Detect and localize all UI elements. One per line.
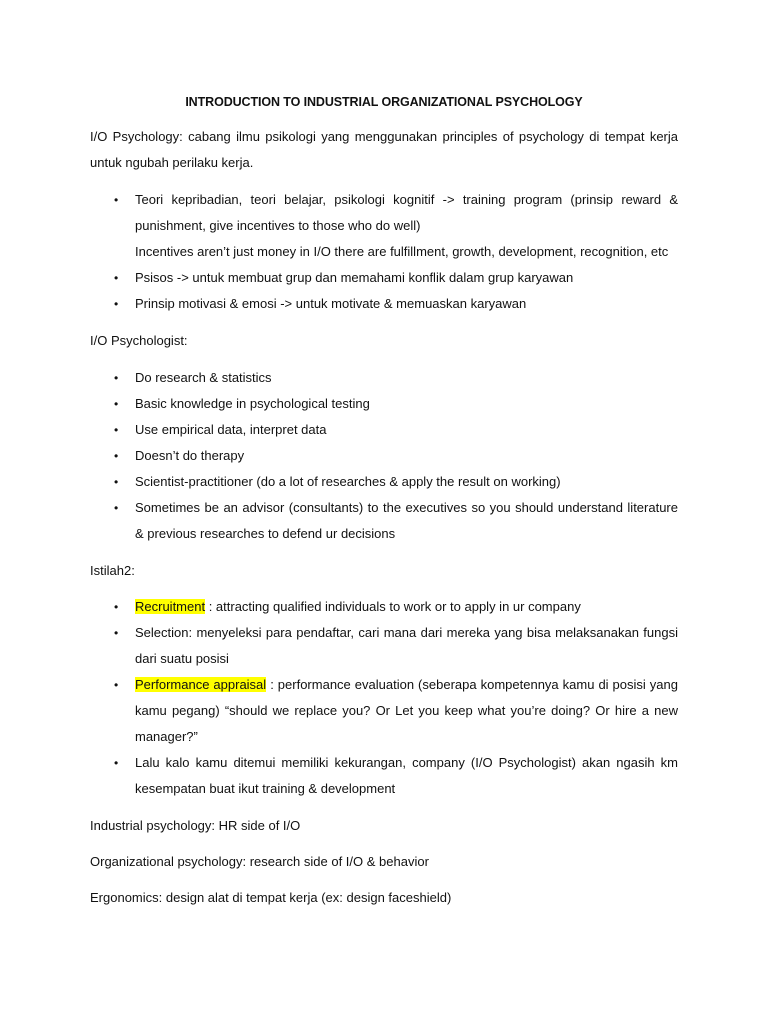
bullet-icon: •: [114, 626, 119, 640]
list-item: [90, 469, 678, 495]
bullet-icon: •: [114, 600, 119, 614]
bullet-icon: •: [114, 423, 119, 437]
list-item: [90, 391, 678, 417]
list-teori: [90, 187, 678, 317]
list-item-text: Scientist-practitioner (do a lot of researches & apply the result on working): [135, 474, 561, 489]
list-item: [90, 672, 678, 750]
ergonomics-paragraph: Ergonomics: design alat di tempat kerja (ex: design faceshield): [90, 890, 452, 905]
bullet-icon: •: [114, 271, 119, 285]
list-item: [90, 187, 678, 265]
highlighted-term: Recruitment: [135, 599, 206, 614]
list-item: [90, 750, 678, 802]
list-item-text: Basic knowledge in psychological testing: [135, 396, 370, 411]
list-item: [90, 443, 678, 469]
bullet-icon: •: [114, 193, 119, 207]
list-item: [90, 265, 678, 291]
list-item-text: Psisos -> untuk membuat grup dan memahami konflik dalam grup karyawan: [135, 270, 574, 285]
bullet-icon: •: [114, 756, 119, 770]
list-item-text: Prinsip motivasi & emosi -> untuk motivate & memuaskan karyawan: [135, 296, 527, 311]
bullet-icon: •: [114, 475, 119, 489]
bullet-icon: •: [114, 501, 119, 515]
bullet-icon: •: [114, 449, 119, 463]
bullet-icon: •: [114, 397, 119, 411]
term-definition: : attracting qualified individuals to work or to apply in ur company: [205, 599, 581, 614]
list-istilah: [90, 594, 678, 802]
list-item-continuation: Incentives aren’t just money in I/O there are fulfillment, growth, development, recognition, etc: [135, 244, 669, 259]
list-item-text: Sometimes be an advisor (consultants) to the executives so you should understand literature & previous researches to defend ur decisions: [135, 500, 678, 541]
list-psychologist: [90, 365, 678, 547]
list-item-text: Teori kepribadian, teori belajar, psikologi kognitif -> training program (prinsip reward & punishment, give incentives to those who do well): [135, 192, 678, 233]
list-item-text: Selection: menyeleksi para pendaftar, cari mana dari mereka yang bisa melaksanakan fungsi dari suatu posisi: [135, 625, 678, 666]
list-item: [90, 594, 678, 620]
list-item: [90, 291, 678, 317]
list-item-text: Do research & statistics: [135, 370, 272, 385]
bullet-icon: •: [114, 678, 119, 692]
document-title: INTRODUCTION TO INDUSTRIAL ORGANIZATIONAL PSYCHOLOGY: [185, 95, 583, 109]
list-item: [90, 417, 678, 443]
bullet-icon: •: [114, 371, 119, 385]
istilah-heading: Istilah2:: [90, 563, 135, 578]
organizational-paragraph: Organizational psychology: research side of I/O & behavior: [90, 854, 429, 869]
industrial-paragraph: Industrial psychology: HR side of I/O: [90, 818, 301, 833]
list-item-text: Lalu kalo kamu ditemui memiliki kekurangan, company (I/O Psychologist) akan ngasih km kesempatan buat ikut training & development: [135, 755, 678, 796]
highlighted-term: Performance appraisal: [135, 677, 267, 692]
intro-paragraph: I/O Psychology: cabang ilmu psikologi yang menggunakan principles of psychology di tempat kerja untuk ngubah perilaku kerja.: [90, 129, 678, 170]
term-definition: : performance evaluation (seberapa kompetennya kamu di posisi yang kamu pegang) “should we replace you? Or Let you keep what you’re doing? Or hire a new manager?”: [135, 677, 678, 744]
list-item-text: Doesn’t do therapy: [135, 448, 245, 463]
list-item: [90, 495, 678, 547]
list-item-text: Use empirical data, interpret data: [135, 422, 327, 437]
list-item: [90, 620, 678, 672]
list-item: [90, 365, 678, 391]
bullet-icon: •: [114, 297, 119, 311]
psychologist-heading: I/O Psychologist:: [90, 333, 188, 348]
